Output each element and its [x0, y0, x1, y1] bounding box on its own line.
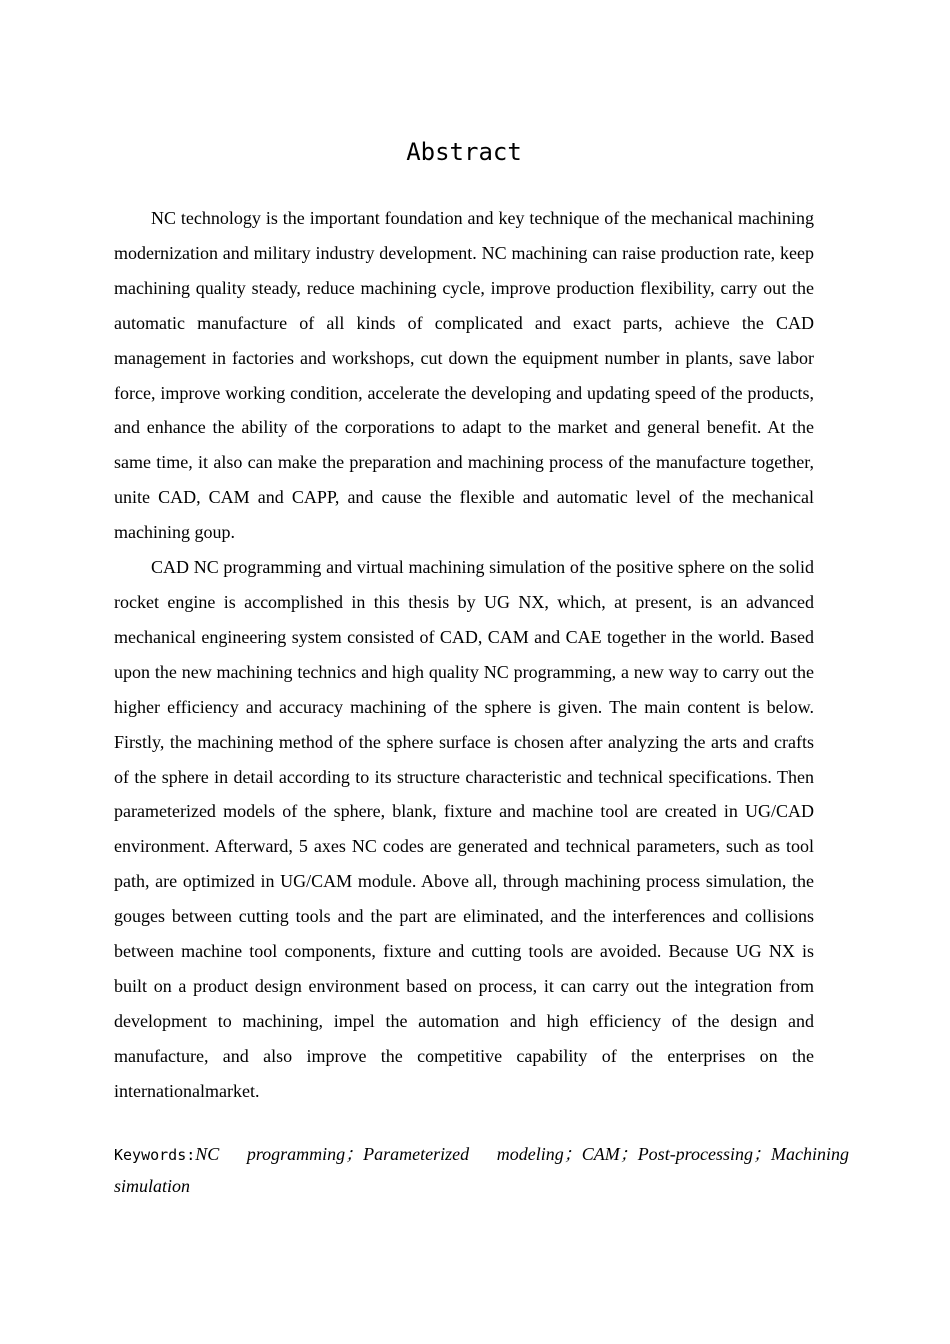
keywords-label: Keywords:	[114, 1146, 196, 1164]
keywords-line	[114, 1139, 849, 1202]
abstract-paragraph-2: CAD NC programming and virtual machining simulation of the positive sphere on the solid rocket engine is accomplished in this thesis by UG NX, which, at present, is an advanced mechanical engineering system consisted of CAD, CAM and CAE together in the world. Based upon the new machining technics and high quality NC programming, a new way to carry out the higher efficiency and accuracy machining of the sphere is given. The main content is below. Firstly, the machining method of the sphere surface is chosen after analyzing the arts and crafts of the sphere in detail according to its structure characteristic and technical specifications. Then parameterized models of the sphere, blank, fixture and machine tool are created in UG/CAD environment. Afterward, 5 axes NC codes are generated and technical parameters, such as tool path, are optimized in UG/CAM module. Above all, through machining process simulation, the gouges between cutting tools and the part are eliminated, and the interferences and collisions between machine tool components, fixture and cutting tools are avoided. Because UG NX is built on a product design environment based on process, it can carry out the integration from development to machining, impel the automation and high efficiency of the design and manufacture, and also improve the competitive capability of the enterprises on the internationalmarket.	[114, 557, 814, 1101]
page-title: Abstract	[406, 138, 522, 166]
keywords-values: NC programming；Parameterized modeling；CAM；Post-processing；Machining simulation	[114, 1144, 849, 1196]
abstract-body	[114, 201, 814, 1109]
abstract-paragraph-1: NC technology is the important foundation and key technique of the mechanical machining modernization and military industry development. NC machining can raise production rate, keep machining quality steady, reduce machining cycle, improve production flexibility, carry out the automatic manufacture of all kinds of complicated and exact parts, achieve the CAD management in factories and workshops, cut down the equipment number in plants, save labor force, improve working condition, accelerate the developing and updating speed of the products, and enhance the ability of the corporations to adapt to the market and general benefit. At the same time, it also can make the preparation and machining process of the manufacture together, unite CAD, CAM and CAPP, and cause the flexible and automatic level of the mechanical machining goup.	[114, 208, 814, 543]
